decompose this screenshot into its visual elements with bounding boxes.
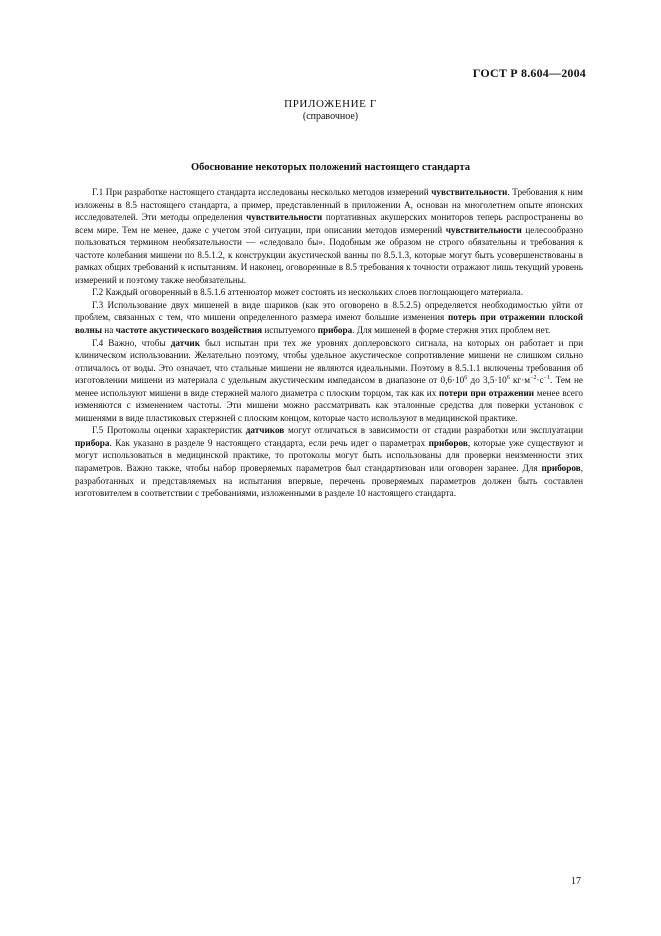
text-run: . Для мишеней в форме стержня этих проблем нет. xyxy=(352,325,551,336)
appendix-type: (справочное) xyxy=(302,111,359,122)
paragraph-g2 xyxy=(75,286,583,299)
text-run: кг·м xyxy=(509,375,531,386)
paragraph-g3 xyxy=(75,299,583,337)
bold-term: приборов xyxy=(541,463,581,474)
text-run: могут отличаться в зависимости от стадии разработки или эксплуатации xyxy=(284,425,583,436)
text-run: ·с xyxy=(536,375,544,386)
bold-term: частоте акустического воздействия xyxy=(115,325,263,336)
bold-term: прибора xyxy=(317,325,353,336)
section-heading: Обоснование некоторых положений настоящего стандарта xyxy=(190,162,471,173)
text-run: Г.2 Каждый оговоренный в 8.5.1.6 аттенюатор может состоять из нескольких слоев поглощающего материала. xyxy=(92,287,524,298)
page-number: 17 xyxy=(571,876,581,887)
text-run: Г.5 Протоколы оценки характеристик xyxy=(92,425,246,436)
bold-term: чувствительности xyxy=(246,212,323,223)
text-run: испытуемого xyxy=(262,325,318,336)
body-text xyxy=(75,186,583,500)
text-run: был испытан при тех же уровнях доплеровского сигнала, на которых он работает и при клиническом использовании. Желательно поэтому, чтобы удельное акустическое сопротивление мишени не слишком сильно отличалось от воды. Это означает, что стальные мишени не являются идеальными. Поэтому в 8.5.1.1 включены требования об изготовлении мишени из материала с удельным акустическим импедансом в диапазоне от 0,6·10 xyxy=(75,337,583,386)
paragraph-g5 xyxy=(75,424,583,499)
text-run: менее всего изменяются с изменением частоты. Эти мишени можно рассматривать как эталонные средства для поверки установок с мишенями в виде пластиковых стержней с плоским концом, которые часто используют в медицинской практике. xyxy=(75,387,584,423)
superscript: 6 xyxy=(506,375,510,382)
standard-number: ГОСТ Р 8.604—2004 xyxy=(472,66,586,80)
text-run: , разработанных и представляемых на испытания впервые, перечень проверяемых параметров должен быть составлен изготовителем в соответствии с требованиями, изложенными в разделе 10 настоящего стандарта. xyxy=(75,463,583,499)
bold-term: потери при отражении xyxy=(438,387,535,398)
text-run: Г.4 Важно, чтобы xyxy=(92,337,171,348)
text-run: . Тем не менее используют мишени в виде стержней малого диаметра с плоским торцом, так как их xyxy=(75,375,583,398)
text-run: Г.3 Использование двух мишеней в виде шариков (как это оговорено в 8.5.2.5) определяется необходимостью уйти от проблем, связанных с тем, что мишени определенного размера имеют большие изменения xyxy=(75,299,583,323)
text-run: , которые уже существуют и могут использоваться в медицинской практике, то протоколы могут быть использованы для проверки неизменности этих параметров. Важно также, чтобы набор проверяемых параметров был стандартизован или оговорен заранее. Для xyxy=(75,437,583,474)
bold-term: прибора xyxy=(75,437,110,448)
superscript: −2 xyxy=(530,375,537,382)
text-run: до 3,5·10 xyxy=(467,375,507,386)
paragraph-g1 xyxy=(75,186,583,286)
text-run: . Как указано в разделе 9 настоящего стандарта, если речь идет о параметрах xyxy=(109,437,429,448)
text-run: целесообразно пользоваться термином необязательности — «следовало бы». Подобным же образом не строго обязательны и требования к частоте колебания мишени по 8.5.1.2, к конструкции акустической ванны по 8.5.1.3, которые могут быть усовершенствованы в рамках общих требований к испытаниям. И наконец, оговоренные в 8.5 требования к точности отражают лишь текущий уровень измерений и поэтому также необязательны. xyxy=(75,224,584,285)
superscript: 6 xyxy=(464,375,468,382)
text-run: портативных акушерских мониторов теперь распространены во всем мире. Тем не менее, даже с учетом этой ситуации, при описании методов измерений xyxy=(75,212,583,235)
paragraph-g4 xyxy=(75,337,583,425)
bold-term: чувствительности xyxy=(431,187,508,197)
bold-term: чувствительности xyxy=(445,224,522,235)
superscript: −1 xyxy=(543,375,551,382)
bold-term: потерь при отражении плоской волны xyxy=(75,312,583,336)
text-run: . Требования к ним изложены в 8.5 настоящего стандарта, а пример, представленный в приложении А, основан на многолетнем опыте японских исследователей. Эти методы определения xyxy=(75,187,583,223)
text-run: Г.1 При разработке настоящего стандарта исследованы несколько методов измерений xyxy=(92,187,432,197)
appendix-title: ПРИЛОЖЕНИЕ Г xyxy=(284,98,377,110)
bold-term: датчик xyxy=(170,337,200,348)
text-run: на xyxy=(102,325,116,336)
bold-term: датчиков xyxy=(245,425,285,436)
bold-term: приборов xyxy=(428,437,468,448)
